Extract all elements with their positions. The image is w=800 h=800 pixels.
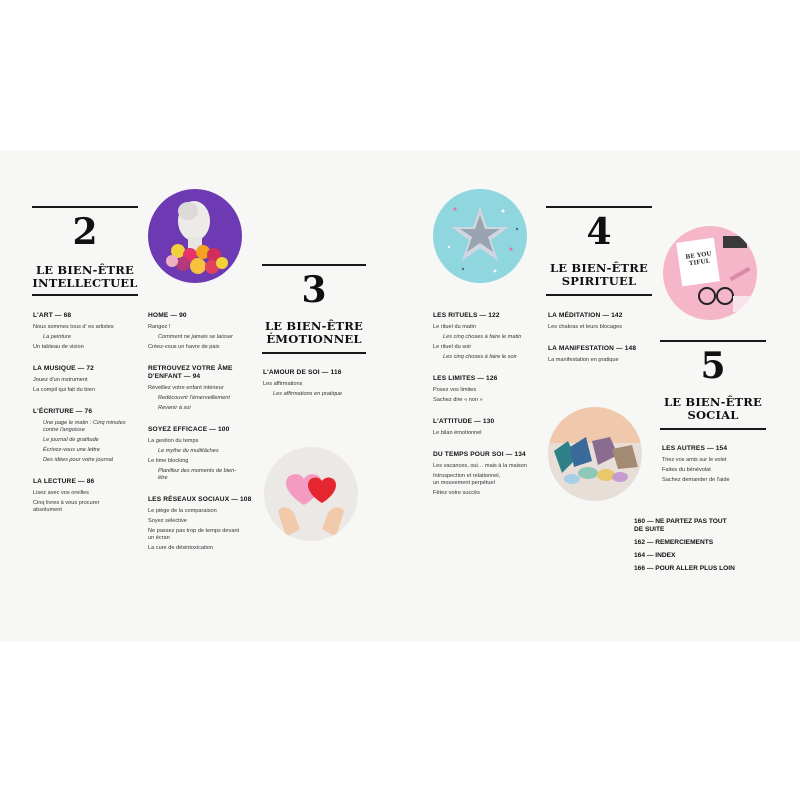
toc-subentry[interactable]: Planifiez des moments de bien- être (158, 468, 237, 481)
toc-column-intellectuel-1 (33, 312, 139, 528)
chapter-2-title: LE BIEN-ÊTRE INTELLECTUEL (32, 263, 138, 290)
toc-entry[interactable]: Créez-vous un havre de paix (148, 344, 220, 350)
toc-section-heading[interactable]: HOME — 90 (148, 312, 187, 319)
toc-entry[interactable]: Sachez demander de l'aide (662, 477, 730, 483)
toc-section (433, 375, 543, 404)
toc-subentry[interactable]: La peinture (43, 334, 71, 340)
toc-subentry[interactable]: Le mythe du multitâches (158, 448, 219, 454)
toc-entry[interactable]: Jouez d'un instrument (33, 377, 88, 383)
crystals-illustration (548, 407, 642, 501)
toc-subentry[interactable]: Les affirmations en pratique (273, 391, 343, 397)
toc-section-heading[interactable]: L'ÉCRITURE — 76 (33, 408, 93, 415)
bust-flowers-image (148, 189, 242, 283)
toc-entry[interactable]: Les vacances, oui… mais à la maison (433, 463, 527, 469)
toc-entry[interactable]: Nous sommes tous d' es artistes (33, 324, 114, 330)
toc-section-heading[interactable]: L'ART — 68 (33, 312, 72, 319)
toc-entry[interactable]: Cinq livres à vous procurer absolument (33, 500, 100, 513)
toc-entry[interactable]: Le rituel du matin (433, 324, 476, 330)
toc-section-heading[interactable]: LES RITUELS — 122 (433, 312, 500, 319)
chapter-3-rule-bottom (262, 352, 366, 354)
toc-column-emotionnel-2 (433, 312, 543, 511)
toc-section (662, 445, 768, 484)
toc-section (263, 369, 369, 398)
beyoutiful-desk-illustration (663, 226, 757, 320)
toc-subentry[interactable]: Des idées pour votre journal (43, 457, 113, 463)
toc-section-heading[interactable]: LA LECTURE — 86 (33, 478, 95, 485)
glitter-star-image (433, 189, 527, 283)
toc-subentry[interactable]: Les cinq choses à faire le matin (443, 334, 522, 340)
toc-entry[interactable]: Triez vos amis sur le volet (662, 457, 727, 463)
toc-section (33, 312, 139, 351)
toc-section (433, 312, 543, 361)
chapter-2-rule-bottom (32, 294, 138, 296)
toc-section (33, 408, 139, 464)
chapter-5-rule-bottom (660, 428, 766, 430)
toc-entry[interactable]: Introspection et relationnel, un mouvement perpétuel (433, 473, 501, 486)
toc-end-entry[interactable]: 162 — REMERCIEMENTS (634, 539, 714, 546)
toc-end-entry[interactable]: 166 — POUR ALLER PLUS LOIN (634, 565, 735, 572)
toc-entry[interactable]: Lisez avec vos oreilles (33, 490, 89, 496)
toc-entry[interactable]: Soyez sélective (148, 518, 187, 524)
toc-section-heading[interactable]: LES RÉSEAUX SOCIAUX — 108 (148, 496, 252, 503)
toc-section-heading[interactable]: LA MÉDITATION — 142 (548, 312, 623, 319)
toc-entry[interactable]: Fêtez votre succès (433, 490, 480, 496)
hands-hearts-image (264, 447, 358, 541)
toc-section (33, 478, 139, 514)
toc-section (148, 312, 254, 351)
toc-entry[interactable]: La manifestation en pratique (548, 357, 619, 363)
chapter-2-rule (32, 206, 138, 208)
crystals-image (548, 407, 642, 501)
chapter-4-rule (546, 206, 652, 208)
toc-section (33, 365, 139, 394)
chapter-2-number: 2 (72, 211, 98, 253)
toc-section (148, 496, 254, 552)
toc-end-sections (634, 518, 735, 578)
toc-end-entry[interactable]: 160 — NE PARTEZ PAS TOUT DE SUITE (634, 518, 727, 533)
toc-entry[interactable]: Les affirmations (263, 381, 303, 387)
toc-subentry[interactable]: Écrivez-vous une lettre (43, 447, 100, 453)
toc-section-heading[interactable]: DU TEMPS POUR SOI — 134 (433, 451, 526, 458)
toc-entry[interactable]: La cure de désintoxication (148, 545, 213, 551)
toc-entry[interactable]: Rangez ! (148, 324, 171, 330)
toc-section-heading[interactable]: SOYEZ EFFICACE — 100 (148, 426, 230, 433)
beyoutiful-text: BE YOU TIFUL (684, 250, 713, 268)
toc-section-heading[interactable]: LA MANIFESTATION — 148 (548, 345, 637, 352)
toc-section (148, 365, 254, 412)
toc-subentry[interactable]: Revenir à soi (158, 405, 191, 411)
toc-subentry[interactable]: Redécouvrir l'émerveillement (158, 395, 230, 401)
chapter-5-rule (660, 340, 766, 342)
toc-section (548, 345, 656, 364)
chapter-4-rule-bottom (546, 294, 652, 296)
toc-entry[interactable]: La compil qui fait du bien (33, 387, 95, 393)
chapter-5-title: LE BIEN-ÊTRE SOCIAL (663, 395, 763, 422)
toc-entry[interactable]: Un tableau de vision (33, 344, 84, 350)
chapter-4-title: LE BIEN-ÊTRE SPIRITUEL (549, 261, 649, 288)
toc-entry[interactable]: Ne passez pas trop de temps devant un écran (148, 528, 240, 541)
chapter-3-title: LE BIEN-ÊTRE ÉMOTIONNEL (264, 319, 364, 346)
chapter-3-number: 3 (301, 269, 327, 311)
glitter-star-illustration (433, 189, 527, 283)
toc-entry[interactable]: Posez vos limites (433, 387, 477, 393)
chapter-5-number: 5 (700, 345, 726, 387)
toc-entry[interactable]: Le time blocking (148, 458, 189, 464)
toc-section-heading[interactable]: L'AMOUR DE SOI — 116 (263, 369, 342, 376)
toc-subentry[interactable]: Comment ne jamais se laisser (158, 334, 233, 340)
toc-entry[interactable]: Faites du bénévolat (662, 467, 711, 473)
toc-entry[interactable]: Réveillez votre enfant intérieur (148, 385, 224, 391)
toc-section (148, 426, 254, 482)
toc-entry[interactable]: Le bilan émotionnel (433, 430, 482, 436)
toc-column-social (662, 445, 768, 498)
toc-entry[interactable]: Le piège de la comparaison (148, 508, 217, 514)
toc-section-heading[interactable]: LES AUTRES — 154 (662, 445, 728, 452)
toc-entry[interactable]: Le rituel du soir (433, 344, 472, 350)
toc-section-heading[interactable]: LA MUSIQUE — 72 (33, 365, 94, 372)
hands-hearts-illustration (264, 447, 358, 541)
chapter-3-rule (262, 264, 366, 266)
toc-end-entry[interactable]: 164 — INDEX (634, 552, 676, 559)
bust-flowers-illustration (148, 189, 242, 283)
toc-section-heading[interactable]: L'ATTITUDE — 130 (433, 418, 495, 425)
toc-section-heading[interactable]: LES LIMITES — 126 (433, 375, 498, 382)
toc-column-spirituel (548, 312, 656, 378)
toc-subentry[interactable]: Les cinq choses à faire le soir (443, 354, 517, 360)
toc-entry[interactable]: Les chakras et leurs blocages (548, 324, 623, 330)
toc-subentry[interactable]: Une page le matin : Cinq minutes contre l'angoisse (43, 420, 126, 433)
toc-column-emotionnel (263, 369, 369, 412)
toc-section (433, 418, 543, 437)
chapter-4-number: 4 (586, 211, 612, 253)
toc-entry[interactable]: Sachez dire « non » (433, 397, 483, 403)
toc-section (548, 312, 656, 331)
beyoutiful-desk-image (663, 226, 757, 320)
toc-section (433, 451, 543, 497)
toc-subentry[interactable]: Le journal de gratitude (43, 437, 99, 443)
toc-column-intellectuel-2 (148, 312, 254, 566)
toc-section-heading[interactable]: RETROUVEZ VOTRE ÂME D'ENFANT — 94 (148, 365, 233, 380)
toc-entry[interactable]: La gestion du temps (148, 438, 199, 444)
